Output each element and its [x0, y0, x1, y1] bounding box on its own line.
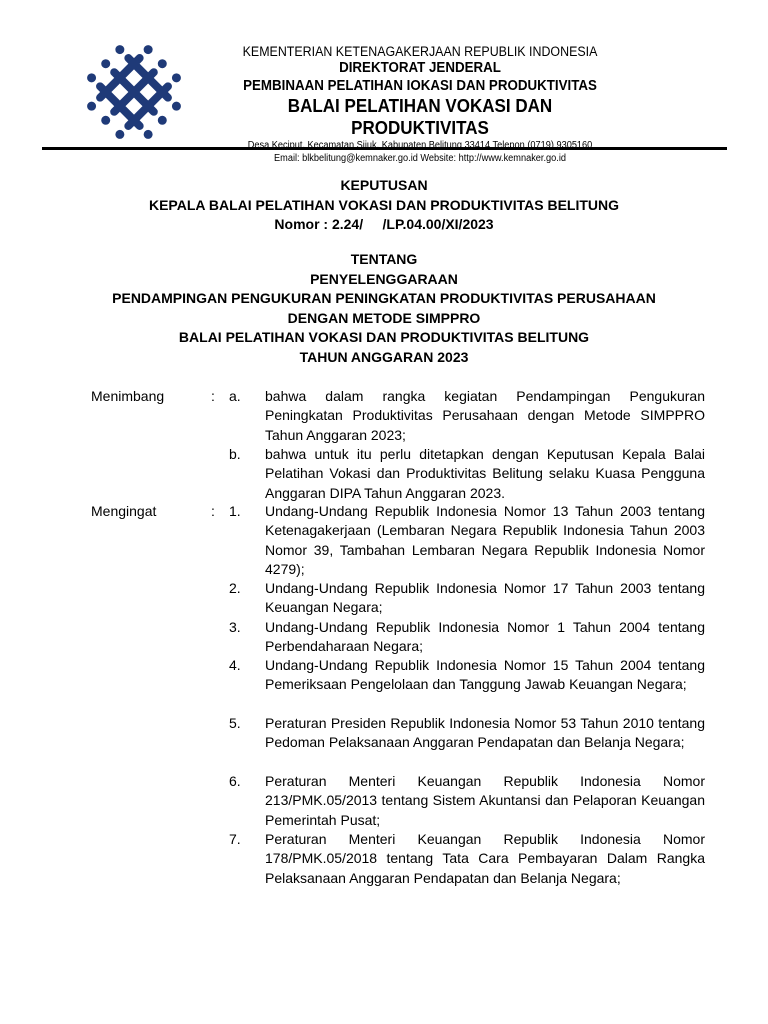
decree-kind: KEPUTUSAN	[340, 177, 428, 193]
decree-number: Nomor : 2.24/ /LP.04.00/XI/2023	[274, 216, 494, 232]
list-marker: a.	[229, 388, 241, 404]
list-marker: 5.	[229, 715, 241, 731]
list-item: Undang-Undang Republik Indonesia Nomor 17 Tahun 2003 tentang Keuangan Negara;	[265, 580, 705, 616]
ministry-name: KEMENTERIAN KETENAGAKERJAAN REPUBLIK INDONESIA	[242, 44, 598, 59]
list-item: Peraturan Menteri Keuangan Republik Indonesia Nomor 213/PMK.05/2013 tentang Sistem Akuntansi dan Pelaporan Keuangan Pemerintah Pusat;	[265, 773, 705, 828]
directorate-division: PEMBINAAN PELATIHAN IOKASI DAN PRODUKTIVITAS	[243, 78, 597, 94]
contact-line: Email: blkbelitung@kemnaker.go.id Website: http://www.kemnaker.go.id	[274, 153, 566, 164]
institution-name: BALAI PELATIHAN VOKASI DAN PRODUKTIVITAS	[287, 95, 553, 138]
subject-line-3: DENGAN METODE SIMPPRO	[287, 309, 481, 326]
subject-line-2: PENDAMPINGAN PENGUKURAN PENINGKATAN PRODUKTIVITAS PERUSAHAAN	[112, 290, 656, 306]
subject-line-1: PENYELENGGARAAN	[310, 270, 458, 287]
menimbang-colon: :	[211, 388, 215, 404]
list-item: bahwa untuk itu perlu ditetapkan dengan Keputusan Kepala Balai Pelatihan Vokasi dan Produktivitas Belitung selaku Kuasa Pengguna Anggaran DIPA Tahun Anggaran 2023.	[265, 446, 705, 501]
list-marker: 2.	[229, 580, 241, 596]
subject-block	[0, 250, 768, 367]
directorate-name: DIREKTORAT JENDERAL	[339, 60, 501, 76]
list-item: Peraturan Menteri Keuangan Republik Indonesia Nomor 178/PMK.05/2018 tentang Tata Cara Pembayaran Dalam Rangka Pelaksanaan Anggaran Pendapatan dan Belanja Negara;	[265, 831, 705, 886]
mengingat-colon: :	[211, 503, 215, 519]
menimbang-label: Menimbang	[91, 388, 165, 404]
subject-line-4: BALAI PELATIHAN VOKASI DAN PRODUKTIVITAS BELITUNG	[178, 329, 590, 345]
list-item: bahwa dalam rangka kegiatan Pendampingan Pengukuran Peningkatan Produktivitas Perusahaan dengan Metode SIMPPRO Tahun Anggaran 2023;	[265, 388, 705, 443]
list-marker: 7.	[229, 831, 241, 847]
subject-tentang: TENTANG	[350, 251, 418, 267]
list-item: Undang-Undang Republik Indonesia Nomor 13 Tahun 2003 tentang Ketenagakerjaan (Lembaran Negara Republik Indonesia Tahun 2003 Nomor 39, Tambahan Lembaran Negara Republik Indonesia Nomor 4279);	[265, 503, 705, 577]
list-marker: 1.	[229, 503, 241, 519]
list-marker: 4.	[229, 657, 241, 673]
decree-issuer: KEPALA BALAI PELATIHAN VOKASI DAN PRODUKTIVITAS BELITUNG	[148, 196, 620, 213]
address-line: Desa Keciput, Kecamatan Sijuk, Kabupaten Belitung 33414 Telepon (0719) 9305160	[247, 140, 593, 151]
subject-line-5: TAHUN ANGGARAN 2023	[299, 348, 469, 365]
list-item: Undang-Undang Republik Indonesia Nomor 15 Tahun 2004 tentang Pemeriksaan Pengelolaan dan Tanggung Jawab Keuangan Negara;	[265, 657, 705, 693]
list-marker: 3.	[229, 619, 241, 635]
mengingat-label: Mengingat	[91, 503, 157, 519]
list-item: Undang-Undang Republik Indonesia Nomor 1 Tahun 2004 tentang Perbendaharaan Negara;	[265, 619, 705, 655]
list-item: Peraturan Presiden Republik Indonesia Nomor 53 Tahun 2010 tentang Pedoman Pelaksanaan Anggaran Pendapatan dan Belanja Negara;	[265, 715, 705, 751]
list-marker: 6.	[229, 773, 241, 789]
ministry-logo	[84, 42, 184, 142]
decree-title-block	[0, 176, 768, 235]
list-marker: b.	[229, 446, 241, 462]
letterhead-divider	[42, 147, 727, 150]
